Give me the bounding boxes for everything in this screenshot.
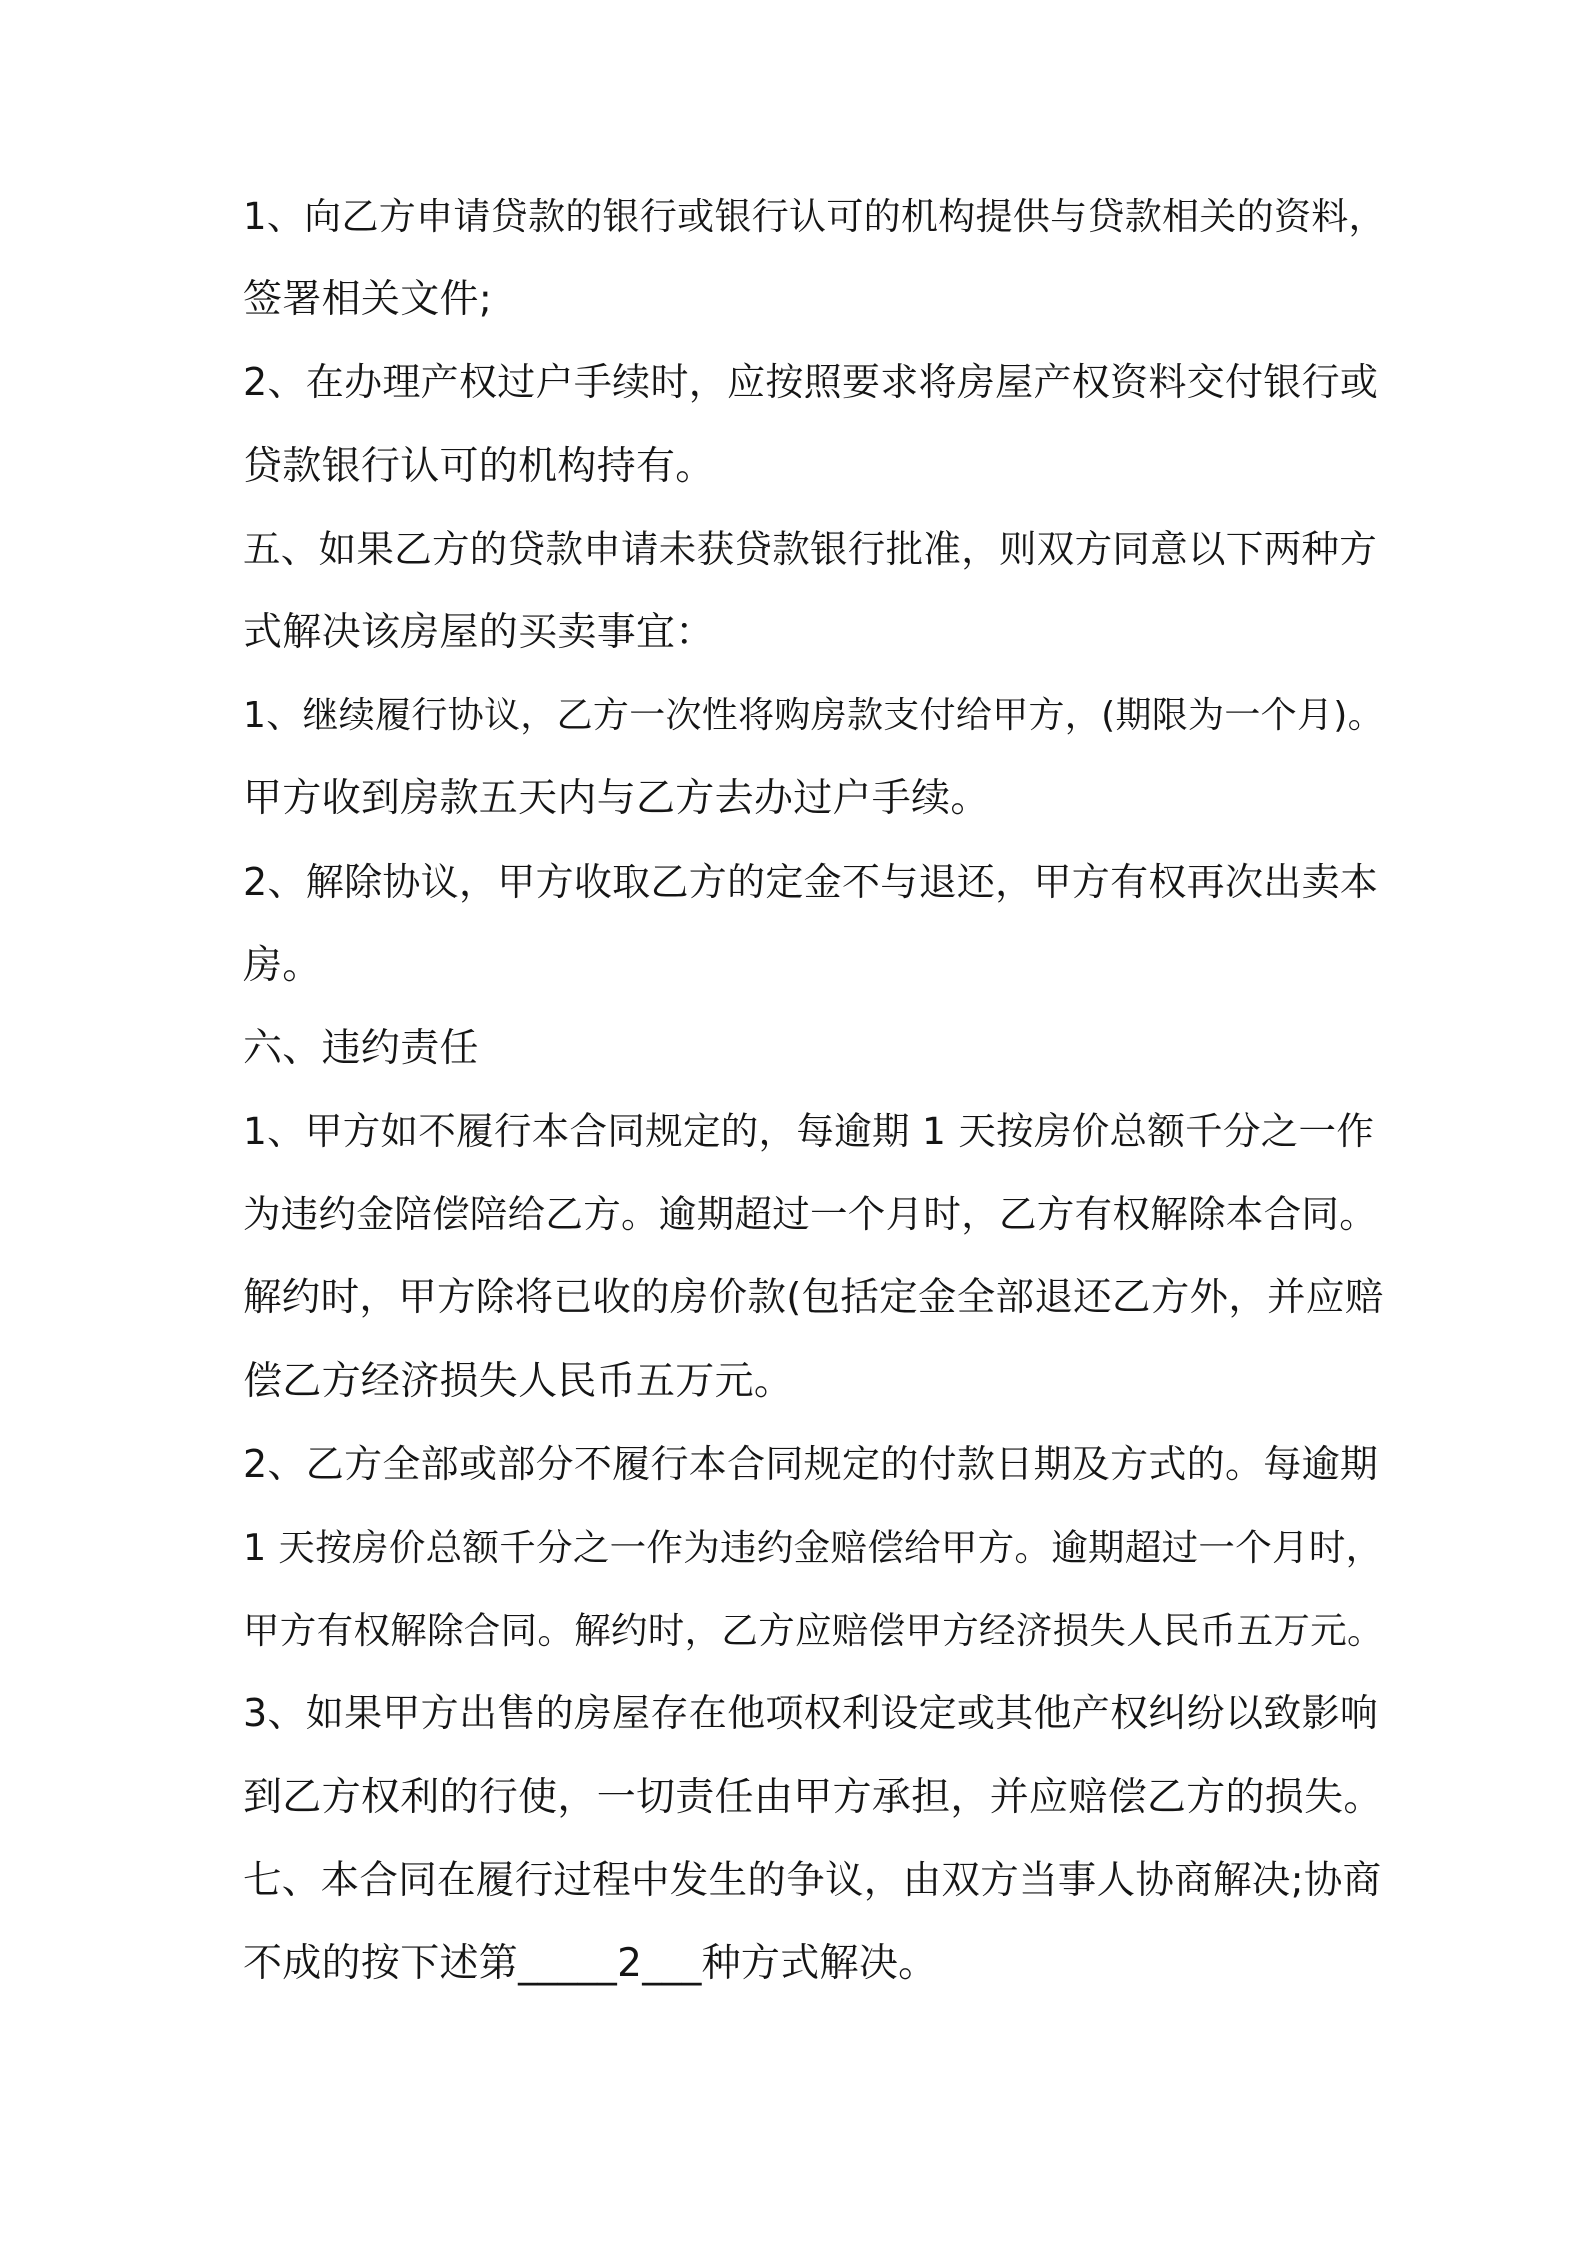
text-line-12: 1、甲方如不履行本合同规定的，每逾期 1 天按房价总额千分之一作	[243, 1109, 1375, 1154]
text-line-10: 房。	[243, 942, 322, 988]
text-line-8: 甲方收到房款五天内与乙方去办过户手续。	[243, 776, 990, 822]
text-line-18: 甲方有权解除合同。解约时，乙方应赔偿甲方经济损失人民币五万元。	[243, 1609, 1384, 1653]
text-line-20: 到乙方权利的行使，一切责任由甲方承担，并应赔偿乙方的损失。	[243, 1774, 1383, 1820]
text-line-4: 贷款银行认可的机构持有。	[243, 443, 715, 489]
text-line-2: 签署相关文件;	[243, 277, 493, 323]
text-line-17: 1 天按房价总额千分之一作为违约金赔偿给甲方。逾期超过一个月时，	[243, 1526, 1383, 1569]
text-line-7: 1、继续履行协议，乙方一次性将购房款支付给甲方，(期限为一个月)。	[243, 695, 1384, 737]
text-line-9: 2、解除协议，甲方收取乙方的定金不与退还，甲方有权再次出卖本	[243, 859, 1379, 904]
text-line-16: 2、乙方全部或部分不履行本合同规定的付款日期及方式的。每逾期	[243, 1441, 1379, 1486]
contract-text	[243, 196, 1388, 2026]
text-line-22: 不成的按下述第_____2___种方式解决。	[243, 1940, 938, 1986]
text-line-21: 七、本合同在履行过程中发生的争议，由双方当事人协商解决;协商	[243, 1857, 1382, 1903]
text-line-6: 式解决该房屋的买卖事宜：	[243, 609, 715, 655]
text-line-19: 3、如果甲方出售的房屋存在他项权利设定或其他产权纠纷以致影响	[243, 1691, 1379, 1736]
text-line-15: 偿乙方经济损失人民币五万元。	[243, 1358, 794, 1404]
section-heading-breach-liability: 六、违约责任	[243, 1025, 479, 1071]
text-line-14: 解约时，甲方除将已收的房价款(包括定金全部退还乙方外，并应赔	[243, 1275, 1384, 1321]
text-line-3: 2、在办理产权过户手续时，应按照要求将房屋产权资料交付银行或	[243, 360, 1379, 405]
text-line-13: 为违约金陪偿陪给乙方。逾期超过一个月时，乙方有权解除本合同。	[243, 1192, 1377, 1237]
text-line-1: 1、向乙方申请贷款的银行或银行认可的机构提供与贷款相关的资料，	[243, 195, 1386, 238]
text-line-5: 五、如果乙方的贷款申请未获贷款银行批准，则双方同意以下两种方	[243, 526, 1377, 571]
